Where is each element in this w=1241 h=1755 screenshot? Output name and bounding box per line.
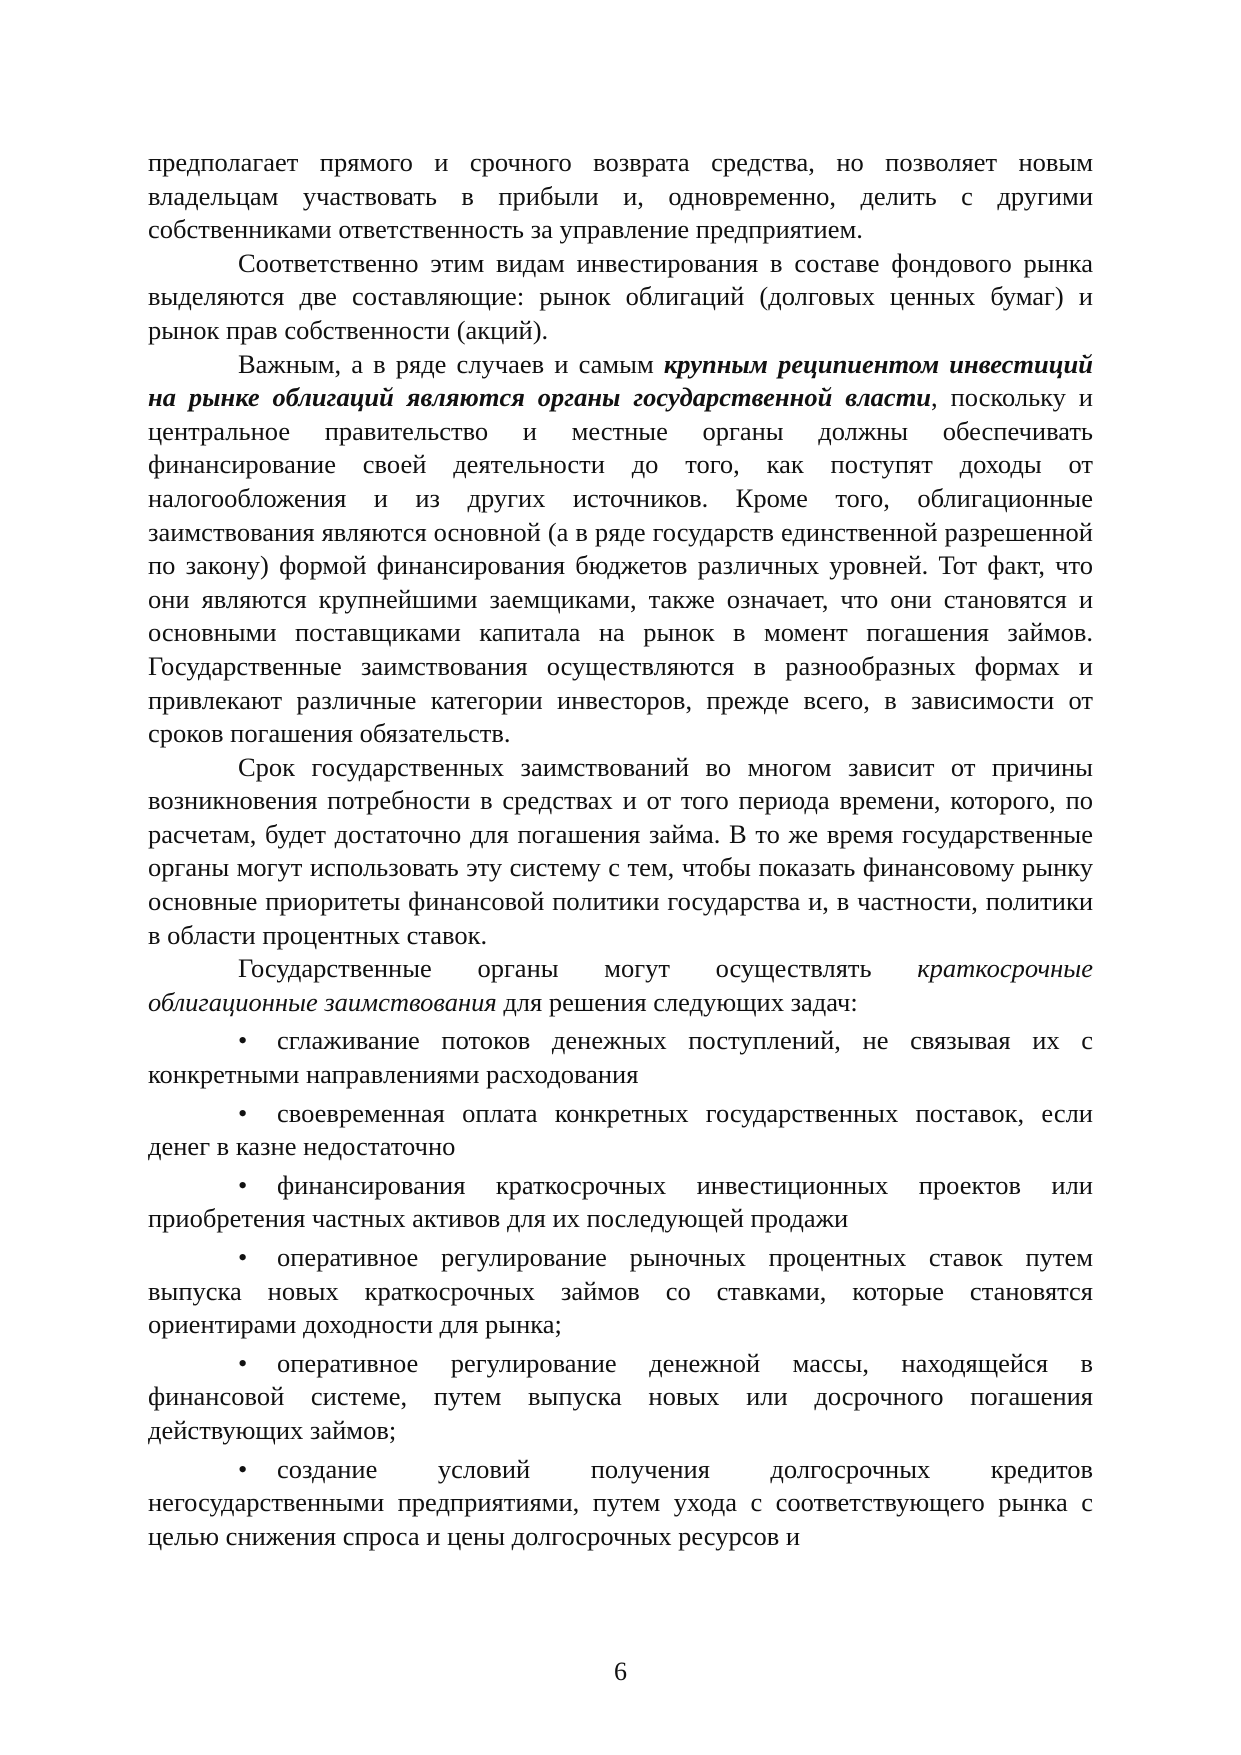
paragraph-2: Соответственно этим видам инвестирования в составе фондового рынка выделяются две составляющие: рынок облигаций (долговых ценных бумаг) и рынок прав собственности (акций). [148,247,1093,345]
paragraph-3-rest: , поскольку и центральное правительство и местные органы должны обеспечивать финансирование своей деятельности до того, как поступят доходы от налогообложения и из других источников. Кроме того, облигационные заимствования являются основной (а в ряде государств единственной разрешенной по закону) формой финансирования бюджетов различных уровней. Тот факт, что они являются крупнейшими заемщиками, также означает, что они становятся и основными поставщиками капитала на рынок в момент погашения займов. Государственные заимствования осуществляются в разнообразных формах и привлекают различные категории инвесторов, прежде всего, в зависимости от сроков погашения обязательств. [148,382,1093,749]
list-item-text: создание условий получения долгосрочных кредитов негосударственными предприятиями, путем ухода с соответствующего рынка с целью снижения спроса и цены долгосрочных ресурсов и [148,1453,1093,1551]
list-item-text: оперативное регулирование рыночных процентных ставок путем выпуска новых краткосрочных займов со ставками, которые становятся ориентирами доходности для рынка; [148,1242,1093,1340]
paragraph-3-lead: Важным, а в ряде случаев и самым [238,348,664,379]
list-item-text: оперативное регулирование денежной массы, находящейся в финансовой системе, путем выпуска новых или досрочного погашения действующих займов; [148,1347,1093,1445]
page-number: 6 [614,1657,627,1686]
bullet-icon: • [238,1242,248,1272]
list-item [148,1097,1093,1164]
list-item-text: сглаживание потоков денежных поступлений, не связывая их с конкретными направлениями расходования [148,1025,1093,1090]
list-item [148,1347,1093,1448]
bullet-icon: • [238,1025,248,1056]
paragraph-3-emphasis: крупным реципиентом инвестиций на рынке облигаций являются органы государственной власти [148,348,1093,413]
paragraph-5-rest: для решения следующих задач: [496,986,858,1017]
bullet-icon: • [238,1169,248,1200]
paragraph-5-lead: Государственные органы могут осуществлять [238,953,918,984]
bullet-icon: • [238,1453,248,1484]
paragraph-5 [148,952,1093,1019]
bullet-icon: • [238,1097,248,1128]
list-item-text: своевременная оплата конкретных государственных поставок, если денег в казне недостаточно [148,1097,1093,1162]
list-item-text: финансирования краткосрочных инвестиционных проектов или приобретения частных активов для их последующей продажи [148,1169,1093,1234]
list-item [148,1241,1093,1342]
list-item [148,1169,1093,1236]
page-body [148,146,1093,1553]
paragraph-4: Срок государственных заимствований во многом зависит от причины возникновения потребности в средствах и от того периода времени, которого, по расчетам, будет достаточно для погашения займа. В то же время государственные органы могут использовать эту систему с тем, чтобы показать финансовому рынку основные приоритеты финансовой политики государства и, в частности, политики в области процентных ставок. [148,751,1093,950]
paragraph-1: предполагает прямого и срочного возврата средства, но позволяет новым владельцам участвовать в прибыли и, одновременно, делить с другими собственниками ответственность за управление предприятием. [148,147,1093,245]
paragraph-3 [148,348,1093,751]
paragraph-5-italic-term: краткосрочные облигационные заимствования [148,953,1093,1017]
list-item [148,1453,1093,1554]
list-item [148,1024,1093,1091]
bullet-icon: • [238,1347,248,1378]
